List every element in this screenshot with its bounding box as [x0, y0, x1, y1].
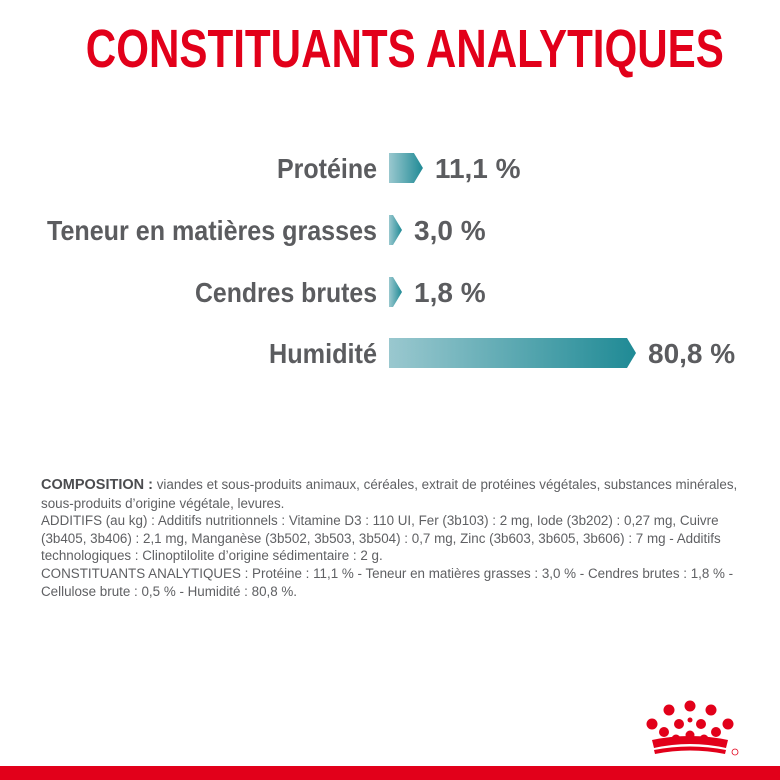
bar-label: Humidité: [269, 338, 377, 369]
bar-label: Protéine: [277, 153, 377, 184]
bar: [389, 338, 636, 368]
bottom-bar: [0, 766, 780, 780]
bar: [389, 153, 423, 183]
crown-icon: [638, 688, 748, 758]
composition-heading: COMPOSITION :: [41, 477, 153, 493]
bar-label: Cendres brutes: [195, 277, 377, 308]
bar-chart: [0, 140, 780, 390]
composition-text: [41, 476, 741, 600]
composition-additives: ADDITIFS (au kg) : Additifs nutritionnels : Vitamine D3 : 110 UI, Fer (3b103) : 2 mg, Iode (3b202) : 0,27 mg, Cuivre (3b405, 3b406) : 2,1 mg, Manganèse (3b502, 3b503, 3b504) : 0,7 mg, Zinc (3b603, 3b605, 3b606) : 7 mg - Additifs technologiques : Clinoptilolite d’origine sédimentaire : 2 g.: [41, 513, 721, 564]
value-label: 3,0 %: [414, 215, 486, 246]
page-title: CONSTITUANTS ANALYTIQUES: [85, 19, 724, 79]
value-label: 80,8 %: [648, 338, 736, 369]
bar: [389, 277, 402, 307]
bar-label: Teneur en matières grasses: [47, 215, 377, 246]
value-label: 11,1 %: [434, 153, 521, 184]
composition-ingredients: viandes et sous-produits animaux, céréales, extrait de protéines végétales, substances minérales, sous-produits d’origine végétale, levures.: [41, 477, 738, 511]
bar: [389, 215, 402, 245]
value-label: 1,8 %: [414, 277, 486, 308]
composition-analytical: CONSTITUANTS ANALYTIQUES : Protéine : 11,1 % - Teneur en matières grasses : 3,0 % - Cendres brutes : 1,8 % - Cellulose brute : 0,5 % - Humidité : 80,8 %.: [41, 565, 734, 599]
